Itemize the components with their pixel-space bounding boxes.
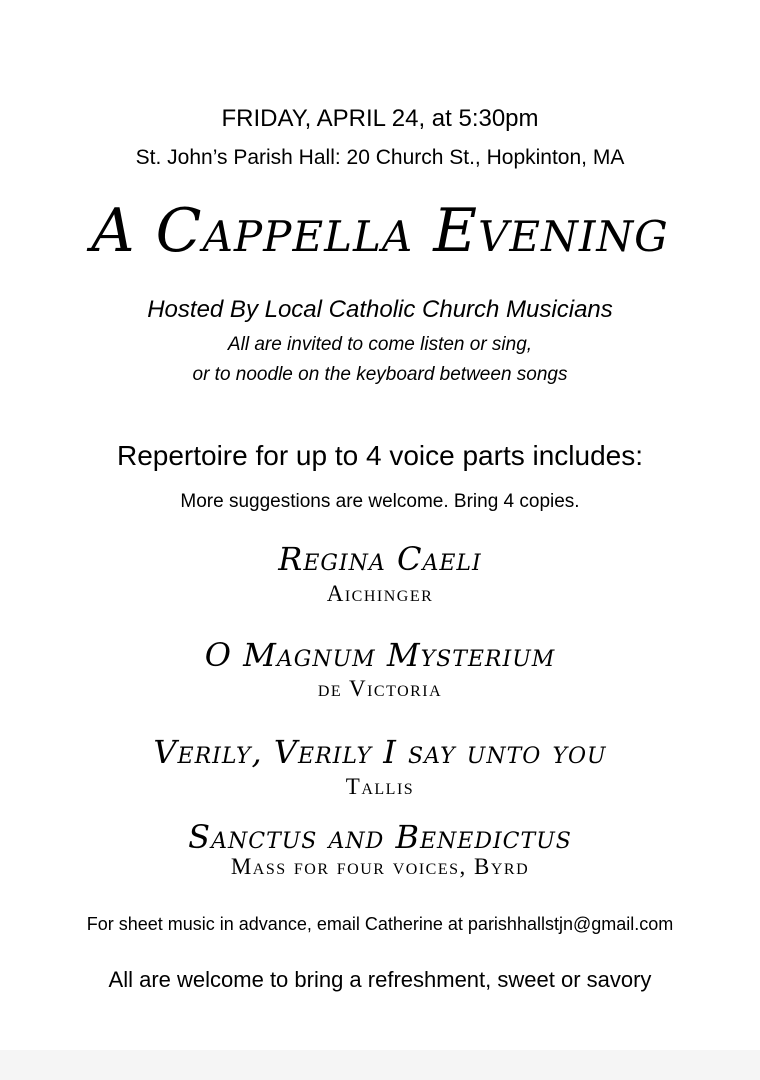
song-title: Verily, Verily I say unto you [153, 733, 607, 771]
song-title: Sanctus and Benedictus [188, 818, 572, 856]
refreshment-line: All are welcome to bring a refreshment, sweet or savory [108, 967, 652, 992]
invite-line-1: All are invited to come listen or sing, [227, 334, 533, 355]
sheet-music-email-line: For sheet music in advance, email Catherine at parishhallstjn@gmail.com [86, 914, 674, 934]
song-composer: Mass for four voices, Byrd [230, 854, 530, 879]
host-line: Hosted By Local Catholic Church Musicians [147, 296, 613, 323]
event-title: A Cappella Evening [91, 196, 669, 266]
invite-line-2: or to noodle on the keyboard between songs [192, 364, 568, 385]
song-title: O Magnum Mysterium [204, 636, 556, 674]
song-title: Regina Caeli [278, 540, 482, 578]
song-composer: de Victoria [317, 676, 443, 701]
repertoire-heading: Repertoire for up to 4 voice parts includes: [116, 440, 644, 471]
event-date: FRIDAY, APRIL 24, at 5:30pm [221, 105, 539, 132]
page-bottom-strip [0, 1050, 760, 1080]
repertoire-note: More suggestions are welcome. Bring 4 copies. [180, 491, 580, 512]
event-venue: St. John’s Parish Hall: 20 Church St., Hopkinton, MA [135, 146, 625, 169]
song-composer: Aichinger [326, 581, 434, 606]
song-composer: Tallis [345, 774, 415, 799]
